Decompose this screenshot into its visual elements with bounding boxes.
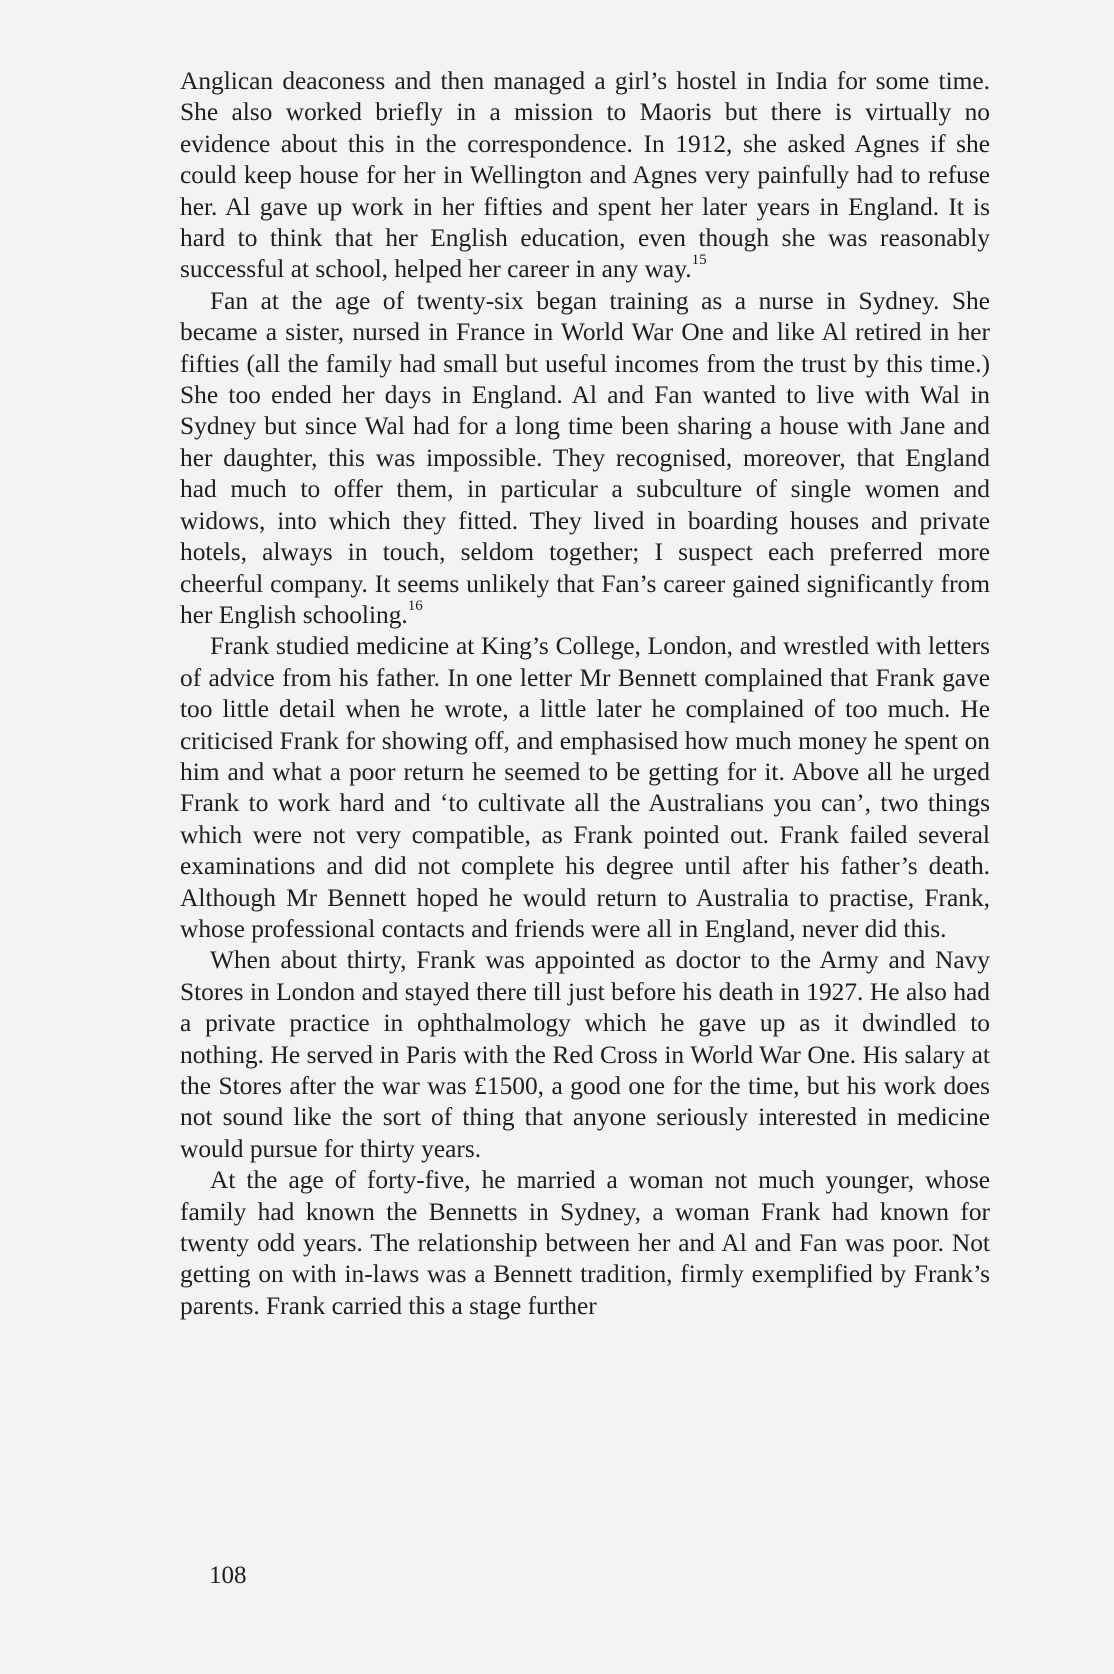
paragraph-fan-career: [180, 286, 990, 631]
paragraph-frank-marriage: [180, 1165, 990, 1322]
body-text: [180, 66, 990, 1322]
paragraph-text: Fan at the age of twenty-six began training as a nurse in Sydney. She became a sister, nursed in France in World War One and like Al retired in her fifties (all the family had small but useful incomes from the trust by this time.) She too ended her days in England. Al and Fan wanted to live with Wal in Sydney but since Wal had for a long time been sharing a house with Jane and her daughter, this was impossible. They recognised, moreover, that England had much to offer them, in particular a subculture of single women and widows, into which they fitted. They lived in boarding houses and private hotels, always in touch, seldom together; I suspect each preferred more cheerful company. It seems unlikely that Fan’s career gained significantly from her English schooling.: [180, 286, 990, 629]
paragraph-text: Frank studied medicine at King’s College, London, and wrestled with letters of advice from his father. In one letter Mr Bennett complained that Frank gave too little detail when he wrote, a little later he complained of too much. He criticised Frank for showing off, and emphasised how much money he spent on him and what a poor return he seemed to be getting for it. Above all he urged Frank to work hard and ‘to cultivate all the Australians you can’, two things which were not very compatible, as Frank pointed out. Frank failed several examinations and did not complete his degree until after his father’s death. Although Mr Bennett hoped he would return to Australia to practise, Frank, whose professional contacts and friends were all in England, never did this.: [180, 632, 990, 943]
paragraph-frank-career: [180, 945, 990, 1165]
paragraph-text: When about thirty, Frank was appointed as doctor to the Army and Navy Stores in London and stayed there till just before his death in 1927. He also had a private practice in ophthalmology which he gave up as it dwindled to nothing. He served in Paris with the Red Cross in World War One. His salary at the Stores after the war was £1500, a good one for the time, but his work does not sound like the sort of thing that anyone seriously interested in medicine would pursue for thirty years.: [180, 946, 990, 1163]
paragraph-frank-studies: [180, 631, 990, 945]
page-number: 108: [209, 1562, 247, 1589]
paragraph-al-career: [180, 66, 990, 286]
footnote-marker: 16: [407, 597, 423, 614]
footnote-marker: 15: [691, 252, 707, 269]
paragraph-text: Anglican deaconess and then managed a girl’s hostel in India for some time. She also worked briefly in a mission to Maoris but there is virtually no evidence about this in the correspondence. In 1912, she asked Agnes if she could keep house for her in Wellington and Agnes very painfully had to refuse her. Al gave up work in her fifties and spent her later years in England. It is hard to think that her English education, even though she was reasonably successful at school, helped her career in any way.: [180, 67, 990, 284]
paragraph-text: At the age of forty-five, he married a woman not much younger, whose family had known the Bennetts in Sydney, a woman Frank had known for twenty odd years. The relationship between her and Al and Fan was poor. Not getting on with in-laws was a Bennett tradition, firmly exemplified by Frank’s parents. Frank carried this a stage further: [180, 1166, 990, 1320]
